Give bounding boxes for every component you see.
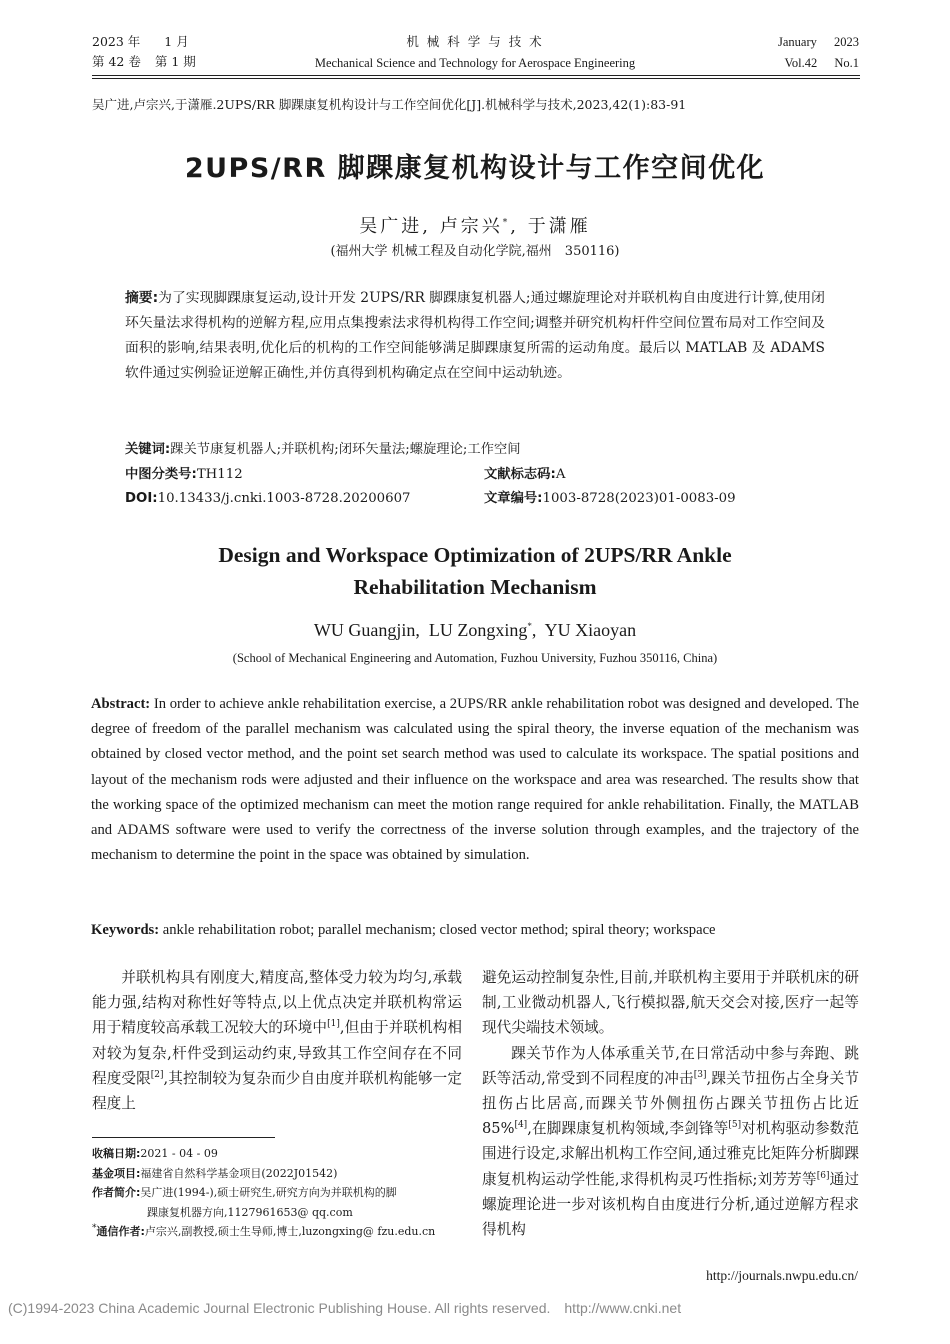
abstract-cn-label: 摘要: [125, 290, 159, 306]
body-paragraph: 踝关节作为人体承重关节,在日常活动中参与奔跑、跳跃等活动,常受到不同程度的冲击[3],踝关节扭伤占全身关节扭伤占比居高,而踝关节外侧扭伤占踝关节扭伤占比近 85%[4],在脚踝康复机构领域,李剑锋等[5]对机构驱动参数范围进行设定,求解出机构工作空间,通过雅克比矩阵分析脚踝康复机构运动学性能,求得机构灵巧性指标;刘芳芳等[6]通过螺旋理论进一步对该机构自由度进行分析,通过逆解方程求得机构 [482, 1044, 860, 1239]
body-paragraph: 并联机构具有刚度大,精度高,整体受力较为均匀,承载能力强,结构对称性好等特点,以上优点决定并联机构常运用于精度较高承载工况较大的环境中[1],但由于并联机构相对较为复杂,杆件受到运动约束,导致其工作空间存在不同程度受限[2],其控制较为复杂而少自由度并联机构能够一定程度上 [92, 969, 462, 1113]
citation: 吴广进,卢宗兴,于潇雁.2UPS/RR 脚踝康复机构设计与工作空间优化[J].机械科学与技术,2023,42(1):83-91 [92, 97, 687, 112]
header-date-cn: 2023 年 1 月 [92, 34, 189, 49]
abstract-cn-text: 为了实现脚踝康复运动,设计开发 2UPS/RR 脚踝康复机器人;通过螺旋理论对并联机构自由度进行计算,使用闭环矢量法求得机构的逆解方程,应用点集搜索法求得机构得工作空间;调整并研究机构杆件空间位置布局对工作空间及面积的影响,结果表明,优化后的机构的工作空间能够满足脚踝康复所需的运动角度。最后以 MATLAB 及 ADAMS 软件通过实例验证逆解正确性,并仿真得到机构确定点在空间中运动轨迹。 [125, 290, 825, 381]
affiliation-en: (School of Mechanical Engineering and Automation, Fuzhou University, Fuzhou 350116, China) [232, 651, 718, 665]
abstract-cn [125, 286, 825, 386]
journal-name-en: Mechanical Science and Technology for Aerospace Engineering [314, 56, 636, 70]
authors-cn: 吴广进, 卢宗兴*, 于潇雁 [359, 216, 591, 237]
header-rule-2 [92, 78, 860, 79]
journal-url[interactable]: http://journals.nwpu.edu.cn/ [706, 1268, 858, 1283]
affiliation-cn: (福州大学 机械工程及自动化学院,福州 350116) [330, 244, 620, 259]
author-bio-cont: 踝康复机器方向,1127961653@ qq.com [147, 1205, 353, 1219]
paper-title-cn: 2UPS/RR 脚踝康复机构设计与工作空间优化 [184, 153, 766, 184]
corresponding-author: *通信作者:卢宗兴,副教授,硕士生导师,博士,luzongxing@ fzu.edu.cn [92, 1223, 436, 1238]
author-yu: 于潇雁 [527, 216, 591, 237]
copyright-notice: (C)1994-2023 China Academic Journal Electronic Publishing House. All rights reserved. http://www.cnki.net [8, 1300, 682, 1316]
footnote-rule [92, 1137, 275, 1138]
abstract-en-label: Abstract: [91, 696, 151, 712]
header-date-en: January 2023 [778, 35, 859, 49]
header-rule-1 [92, 75, 860, 76]
article-number: 文章编号:1003-8728(2023)01-0083-09 [484, 491, 736, 506]
author-bio: 作者简介:吴广进(1994-),硕士研究生,研究方向为并联机构的脚 [92, 1186, 397, 1199]
authors-en: WU Guangjin, LU Zongxing*, YU Xiaoyan [313, 620, 637, 640]
body-right-column [482, 965, 859, 1242]
body-left-column [92, 965, 462, 1116]
header-volume-en: Vol.42 No.1 [784, 56, 859, 70]
doi: DOI:10.13433/j.cnki.1003-8728.20200607 [125, 491, 411, 506]
received-date: 收稿日期:2021 - 04 - 09 [92, 1147, 218, 1160]
author-lu: 卢宗兴 [439, 216, 503, 237]
keywords-cn: 关键词:踝关节康复机器人;并联机构;闭环矢量法;螺旋理论;工作空间 [125, 442, 521, 457]
header-volume-cn: 第 42 卷 第 1 期 [92, 54, 196, 69]
author-wu: 吴广进 [359, 216, 423, 237]
document-code: 文献标志码:A [484, 467, 566, 482]
keywords-en: Keywords: ankle rehabilitation robot; parallel mechanism; closed vector method; spiral theory; workspace [91, 922, 716, 938]
journal-name-cn: 机 械 科 学 与 技 术 [406, 34, 544, 49]
abstract-en [91, 692, 859, 868]
abstract-en-text: In order to achieve ankle rehabilitation exercise, a 2UPS/RR ankle rehabilitation robot was designed and developed. The degree of freedom of the parallel mechanism was calculated using the spiral theory, the inverse equation of the mechanism was obtained by closed vector method, and the point set search method was used to calculate its workspace. The spatial positions and layout of the mechanism rods were adjusted and their influence on the workspace and area was researched. The results show that the working space of the optimized mechanism can meet the motion range required for ankle rehabilitation. Finally, the MATLAB and ADAMS software were used to verify the correctness of the inverse solution through examples, and the trajectory of the mechanism to determine the point in the space was obtained by simulation. [91, 696, 859, 864]
fund-info: 基金项目:福建省自然科学基金项目(2022J01542) [92, 1166, 338, 1180]
clc-number: 中图分类号:TH112 [125, 467, 243, 482]
paper-title-en: Design and Workspace Optimization of 2UPS/RR Ankle Rehabilitation Mechanism [218, 543, 732, 599]
footnotes [92, 1144, 462, 1242]
corresponding-mark: * [502, 218, 511, 228]
body-paragraph: 避免运动控制复杂性,目前,并联机构主要用于并联机床的研制,工业微动机器人,飞行模拟器,航天交会对接,医疗一起等现代尖端技术领域。 [482, 969, 859, 1037]
